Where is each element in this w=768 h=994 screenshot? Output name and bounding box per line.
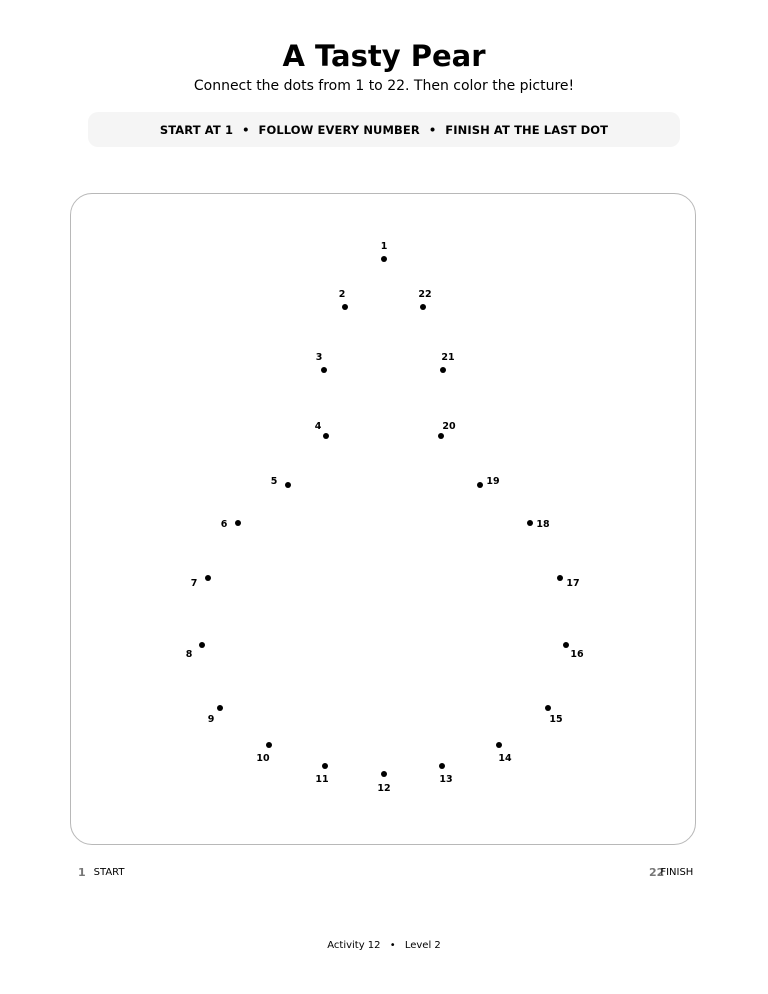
rule-start: START AT 1 xyxy=(159,122,234,137)
dot-label-7: 7 xyxy=(190,578,198,589)
level-number: Level 2 xyxy=(404,940,441,951)
dot-21 xyxy=(440,367,446,373)
dot-label-2: 2 xyxy=(338,289,346,300)
dot-label-3: 3 xyxy=(315,352,323,363)
dot-7 xyxy=(205,575,211,581)
banner-separator: • xyxy=(428,122,437,137)
dot-3 xyxy=(321,367,327,373)
dot-10 xyxy=(266,742,272,748)
legend-start xyxy=(78,866,125,880)
dot-15 xyxy=(545,705,551,711)
rule-finish: FINISH AT THE LAST DOT xyxy=(445,122,609,137)
dot-label-4: 4 xyxy=(314,421,322,432)
dot-label-1: 1 xyxy=(380,241,388,252)
dot-label-13: 13 xyxy=(439,774,453,785)
dot-label-21: 21 xyxy=(441,352,455,363)
legend-finish-number: 22 xyxy=(649,866,665,879)
dot-22 xyxy=(420,304,426,310)
dot-9 xyxy=(217,705,223,711)
dot-1 xyxy=(381,256,387,262)
dot-label-16: 16 xyxy=(570,649,584,660)
dot-label-17: 17 xyxy=(566,578,580,589)
dot-4 xyxy=(323,433,329,439)
dot-label-10: 10 xyxy=(256,753,270,764)
dot-label-18: 18 xyxy=(536,519,550,530)
dot-8 xyxy=(199,642,205,648)
dot-14 xyxy=(496,742,502,748)
dot-18 xyxy=(527,520,533,526)
legend-finish xyxy=(649,866,693,880)
dot-label-6: 6 xyxy=(220,519,228,530)
footer xyxy=(0,939,768,953)
dot-5 xyxy=(285,482,291,488)
dot-11 xyxy=(322,763,328,769)
dot-17 xyxy=(557,575,563,581)
dot-label-11: 11 xyxy=(315,774,329,785)
dot-19 xyxy=(477,482,483,488)
dot-6 xyxy=(235,520,241,526)
dot-label-5: 5 xyxy=(270,476,278,487)
dot-20 xyxy=(438,433,444,439)
dot-label-14: 14 xyxy=(498,753,512,764)
legend-finish-label: FINISH xyxy=(660,867,694,878)
page-title: A Tasty Pear xyxy=(282,39,486,73)
dot-12 xyxy=(381,771,387,777)
dot-16 xyxy=(563,642,569,648)
rule-follow: FOLLOW EVERY NUMBER xyxy=(258,122,420,137)
dot-label-15: 15 xyxy=(549,714,563,725)
dot-label-22: 22 xyxy=(418,289,432,300)
dot-2 xyxy=(342,304,348,310)
dot-label-19: 19 xyxy=(486,476,500,487)
legend-start-label: START xyxy=(93,867,125,878)
dot-13 xyxy=(439,763,445,769)
activity-number: Activity 12 xyxy=(327,940,381,951)
dot-label-12: 12 xyxy=(377,783,391,794)
legend-start-number: 1 xyxy=(78,866,86,879)
dot-label-9: 9 xyxy=(207,714,215,725)
banner-separator: • xyxy=(242,122,250,137)
footer-separator: • xyxy=(389,940,396,951)
instructions-text: Connect the dots from 1 to 22. Then color the picture! xyxy=(193,78,575,94)
dot-label-20: 20 xyxy=(442,421,456,432)
dot-label-8: 8 xyxy=(185,649,193,660)
